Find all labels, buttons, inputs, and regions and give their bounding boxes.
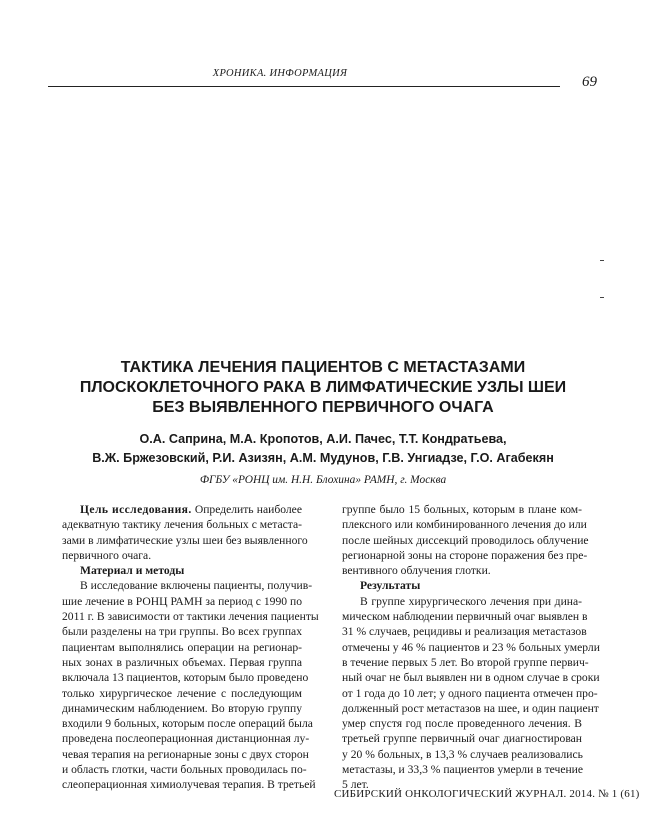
running-head: ХРОНИКА. ИНФОРМАЦИЯ — [212, 68, 348, 79]
article-title — [40, 358, 606, 418]
authors-line: В.Ж. Бржезовский, Р.И. Азизян, А.М. Мудунов, Г.В. Унгиадзе, Г.О. Агабекян — [92, 451, 554, 465]
body-line: проведена послеоперационная дистанционная лу- — [62, 732, 310, 746]
section-heading-methods: Материал и методы — [80, 564, 185, 578]
body-line: ный очаг не был выявлен ни в одном случае в сроки — [342, 671, 600, 685]
body-line: входили 9 больных, которым после операций была — [62, 717, 313, 731]
margin-mark — [600, 260, 604, 261]
title-line: ПЛОСКОКЛЕТОЧНОГО РАКА В ЛИМФАТИЧЕСКИЕ УЗЛЫ ШЕИ — [79, 379, 567, 396]
body-line: плексного или комбинированного лечения до или — [342, 518, 587, 532]
body-line: после шейных диссекций проводилось облучение — [342, 533, 589, 547]
body-line: динамическим наблюдением. Во вторую группу — [62, 701, 302, 715]
body-line: 31 % случаев, рецидивы и реализация метастазов — [342, 625, 587, 639]
title-line: БЕЗ ВЫЯВЛЕННОГО ПЕРВИЧНОГО ОЧАГА — [152, 399, 494, 416]
body-line: группе было 15 больных, которым в плане ком- — [342, 503, 582, 516]
body-line: от 1 года до 10 лет; у одного пациента отмечен про- — [342, 686, 598, 700]
body-line: 5 лет. — [342, 778, 369, 792]
margin-mark — [600, 297, 604, 298]
right-column — [342, 502, 600, 793]
affiliation: ФГБУ «РОНЦ им. Н.Н. Блохина» РАМН, г. Москва — [199, 474, 447, 486]
body-line: и область глотки, части больных проводилась по- — [62, 763, 307, 777]
body-line: долженный рост метастазов на шее, и один пациент — [342, 701, 599, 715]
aim-line — [62, 502, 302, 517]
body-line: чевая терапия на регионарные зоны с двух сторон — [62, 747, 309, 761]
body-line: включала 13 пациентов, которым было проведено — [62, 671, 309, 685]
authors-line: О.А. Саприна, М.А. Кропотов, А.И. Пачес, Т.Т. Кондратьева, — [139, 432, 507, 446]
body-line: пациентам выполнялись операции на регионар- — [62, 640, 302, 654]
aim-text: Определить наиболее — [194, 503, 302, 516]
body-line: вентивного облучения глотки. — [342, 564, 491, 578]
section-heading-results: Результаты — [360, 579, 421, 593]
body-line: В исследование включены пациенты, получив- — [80, 579, 313, 593]
body-line: 2011 г. В зависимости от тактики лечения пациенты — [62, 610, 319, 624]
title-line: ТАКТИКА ЛЕЧЕНИЯ ПАЦИЕНТОВ С МЕТАСТАЗАМИ — [120, 359, 526, 376]
body-line: В группе хирургического лечения при дина- — [360, 594, 582, 608]
body-line: умер спустя год после проведенного лечения. В — [342, 717, 582, 731]
left-column — [62, 502, 319, 793]
body-line: адекватную тактику лечения больных с метаста- — [62, 518, 302, 532]
body-line: отмечены у 46 % пациентов и 23 % больных умерли — [342, 640, 600, 654]
body-line: слеоперационная химиолучевая терапия. В третьей — [62, 778, 316, 792]
body-line: третьей группе первичный очаг диагностирован — [342, 732, 582, 746]
body-line: мическом наблюдении первичный очаг выявлен в — [342, 610, 588, 624]
body-line: у 20 % больных, в 13,3 % случаев реализовались — [342, 747, 583, 761]
aim-label: Цель исследования. — [80, 503, 192, 516]
body-line: были разделены на три группы. Во всех группах — [62, 625, 302, 639]
body-line: метастазы, и 33,3 % пациентов умерли в течение — [342, 763, 584, 777]
body-line: в течение первых 5 лет. Во второй группе первич- — [342, 655, 589, 669]
journal-footer: СИБИРСКИЙ ОНКОЛОГИЧЕСКИЙ ЖУРНАЛ. 2014. № 1 (61) — [334, 788, 640, 800]
header-rule — [48, 86, 560, 87]
authors — [40, 430, 606, 468]
body-line: шие лечение в РОНЦ РАМН за период с 1990 по — [62, 594, 302, 608]
page-number: 69 — [582, 74, 597, 90]
body-line: первичного очага. — [62, 548, 152, 562]
body-line: зами в лимфатические узлы шеи без выявленного — [62, 533, 308, 547]
body-line: регионарной зоны на стороне поражения без пре- — [342, 548, 588, 562]
body-line: ных зонах в различных объемах. Первая группа — [62, 655, 302, 669]
body-line: только хирургическое лечение с последующим — [62, 686, 302, 700]
